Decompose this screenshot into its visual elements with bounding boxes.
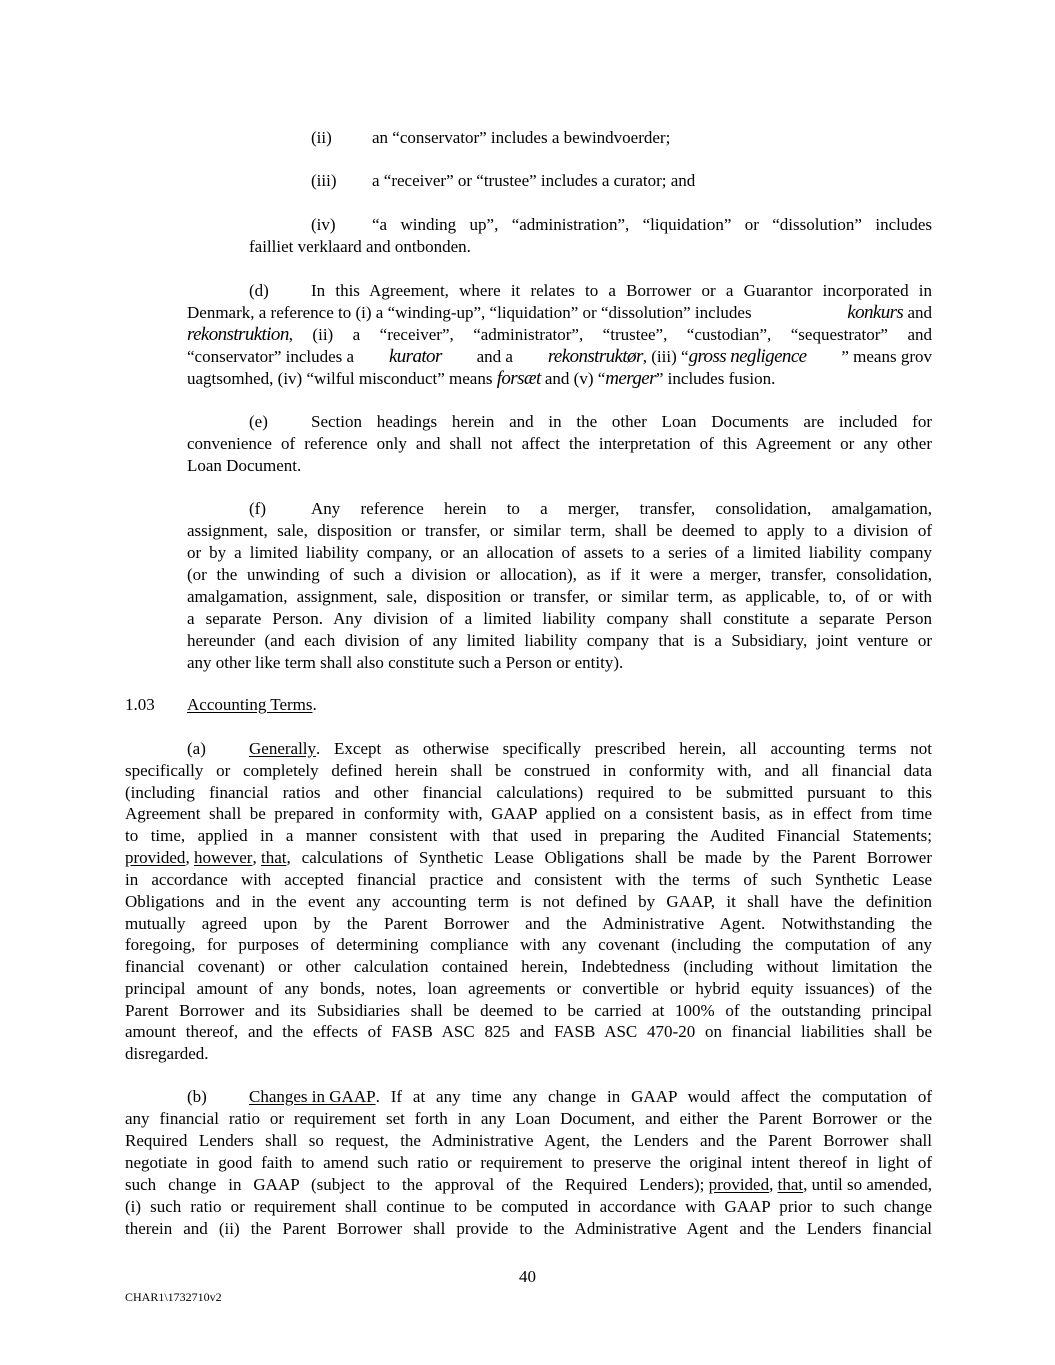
paragraph-a-line: financial covenant) or other calculation contained herein, Indebtedness (including without limitation the: [125, 957, 932, 976]
paragraph-a-comma: ,: [185, 848, 194, 867]
section-heading: [187, 694, 317, 716]
paragraph-b-number: (b): [187, 1087, 207, 1106]
defined-term-merger: merger: [605, 368, 656, 389]
sub-item-iii-text: a “receiver” or “trustee” includes a curator; and: [372, 171, 696, 190]
foreign-term-rekonstruktion: rekonstruktion: [187, 324, 289, 345]
paragraph-d-text: , (iii) “: [642, 347, 689, 366]
paragraph-b-text: . If at any time any change in GAAP would affect the computation of: [375, 1087, 932, 1106]
paragraph-b-line: any financial ratio or requirement set forth in any Loan Document, and either the Parent Borrower or the: [125, 1109, 932, 1128]
paragraph-a-text: . Except as otherwise specifically prescribed herein, all accounting terms not: [316, 739, 932, 758]
paragraph-b-line: negotiate in good faith to amend such ratio or requirement to preserve the original intent thereof in light of: [125, 1153, 932, 1172]
foreign-term-kurator: kurator: [388, 346, 442, 367]
paragraph-b-text: , until so amended,: [803, 1175, 932, 1194]
paragraph-a-line: Obligations and in the event any accounting term is not defined by GAAP, it shall have the definition: [125, 892, 932, 911]
paragraph-b-comma: ,: [769, 1175, 778, 1194]
paragraph-a-text: , calculations of Synthetic Lease Obligations shall be made by the Parent Borrower: [286, 848, 932, 867]
paragraph-a-line: [249, 738, 932, 760]
paragraph-f-line: (or the unwinding of such a division or allocation), as if it were a merger, transfer, consolidation,: [187, 565, 932, 584]
paragraph-f-line: Any reference herein to a merger, transfer, consolidation, amalgamation,: [311, 499, 932, 518]
sub-item-iv-line: failliet verklaard and ontbonden.: [249, 237, 471, 256]
paragraph-b-line: (i) such ratio or requirement shall continue to be computed in accordance with GAAP prior to such change: [125, 1197, 932, 1216]
paragraph-a-line: (including financial ratios and other financial calculations) required to be submitted pursuant to this: [125, 783, 932, 802]
paragraph-d-line: [187, 324, 932, 346]
sub-item-ii-number: (ii): [311, 128, 332, 147]
paragraph-e-line: Loan Document.: [187, 456, 302, 475]
paragraph-a-heading: Generally: [249, 739, 317, 758]
foreign-term-konkurs: konkurs: [847, 302, 904, 323]
paragraph-a-line: amount thereof, and the effects of FASB ASC 825 and FASB ASC 470-20 on financial liabilities shall be: [125, 1022, 932, 1041]
paragraph-d-text: Denmark, a reference to (i) a “winding-up”, “liquidation” or “dissolution” includes: [187, 303, 752, 322]
foreign-term-forsaet: forsæt: [496, 368, 541, 389]
paragraph-d-number: (d): [249, 281, 269, 300]
however-term: however: [193, 848, 253, 867]
sub-item-iii-number: (iii): [311, 171, 337, 190]
paragraph-d-line: [187, 346, 932, 368]
paragraph-d-line: [187, 302, 932, 324]
section-number: 1.03: [125, 695, 155, 714]
paragraph-a-line: in accordance with accepted financial practice and consistent with the terms of such Synthetic Lease: [125, 870, 932, 889]
paragraph-d-line: In this Agreement, where it relates to a Borrower or a Guarantor incorporated in: [311, 281, 932, 300]
paragraph-a-line: [125, 847, 932, 869]
defined-term-gross-negligence: gross negligence: [688, 346, 807, 367]
sub-item-iv-line: “a winding up”, “administration”, “liquidation” or “dissolution” includes: [372, 215, 932, 234]
paragraph-d-text: and: [907, 303, 932, 322]
paragraph-f-line: hereunder (and each division of any limited liability company that is a Subsidiary, joint venture or: [187, 631, 932, 650]
paragraph-e-line: convenience of reference only and shall not affect the interpretation of this Agreement or any other: [187, 434, 932, 453]
paragraph-d-text: and (v) “: [540, 369, 606, 388]
paragraph-a-line: Agreement shall be prepared in conformity with, GAAP applied on a consistent basis, as in effect from time: [125, 804, 932, 823]
section-title: Accounting Terms: [187, 695, 313, 714]
paragraph-a-comma: ,: [252, 848, 261, 867]
paragraph-a-line: foregoing, for purposes of determining compliance with any covenant (including the computation of any: [125, 935, 932, 954]
paragraph-b-line: [125, 1174, 932, 1196]
paragraph-d-text: ” includes fusion.: [655, 369, 776, 388]
paragraph-a-line: to time, applied in a manner consistent with that used in preparing the Audited Financial Statements;: [125, 826, 932, 845]
paragraph-d-text: and a: [476, 347, 513, 366]
paragraph-d-line: [187, 368, 775, 390]
paragraph-a-line: principal amount of any bonds, notes, loan agreements or convertible or hybrid equity issuances) of the: [125, 979, 932, 998]
sub-item-iv-number: (iv): [311, 215, 336, 234]
paragraph-a-line: mutually agreed upon by the Parent Borrower and the Administrative Agent. Notwithstanding the: [125, 914, 932, 933]
paragraph-f-line: any other like term shall also constitute such a Person or entity).: [187, 653, 624, 672]
paragraph-d-text: uagtsomhed, (iv) “wilful misconduct” means: [187, 369, 493, 388]
paragraph-f-line: a separate Person. Any division of a limited liability company shall constitute a separate Person: [187, 609, 932, 628]
section-title-period: .: [312, 695, 317, 714]
foreign-term-rekonstruktor: rekonstruktør: [547, 346, 643, 367]
paragraph-b-line: [249, 1086, 932, 1108]
paragraph-b-text: such change in GAAP (subject to the approval of the Required Lenders);: [125, 1175, 709, 1194]
page-number: 40: [519, 1267, 536, 1286]
paragraph-d-text: “conservator” includes a: [187, 347, 355, 366]
paragraph-f-line: amalgamation, assignment, sale, disposition or transfer, or similar term, as applicable, to, of or with: [187, 587, 932, 606]
paragraph-b-line: therein and (ii) the Parent Borrower shall provide to the Administrative Agent and the Lenders financial: [125, 1219, 932, 1238]
paragraph-d-text: ” means grov: [841, 347, 932, 366]
paragraph-b-heading: Changes in GAAP: [249, 1087, 376, 1106]
sub-item-ii-text: an “conservator” includes a bewindvoerder;: [372, 128, 671, 147]
paragraph-f-number: (f): [249, 499, 266, 518]
document-id: CHAR1\1732710v2: [125, 1290, 222, 1304]
paragraph-e-number: (e): [249, 412, 268, 431]
paragraph-b-line: Required Lenders shall so request, the Administrative Agent, the Lenders and the Parent Borrower shall: [125, 1131, 932, 1150]
paragraph-e-line: Section headings herein and in the other Loan Documents are included for: [311, 412, 932, 431]
that-term: that: [777, 1175, 804, 1194]
paragraph-f-line: or by a limited liability company, or an allocation of assets to a series of a limited liability company: [187, 543, 932, 562]
that-term: that: [260, 848, 287, 867]
paragraph-a-line: specifically or completely defined herein shall be construed in conformity with, and all financial data: [125, 761, 932, 780]
paragraph-d-text: , (ii) a “receiver”, “administrator”, “trustee”, “custodian”, “sequestrator” and: [288, 325, 932, 344]
paragraph-a-line: Parent Borrower and its Subsidiaries shall be deemed to be carried at 100% of the outstanding principal: [125, 1001, 932, 1020]
provided-term: provided: [708, 1175, 770, 1194]
paragraph-a-line: disregarded.: [125, 1044, 209, 1063]
paragraph-a-number: (a): [187, 739, 206, 758]
provided-term: provided: [125, 848, 186, 867]
paragraph-f-line: assignment, sale, disposition or transfer, or similar term, shall be deemed to apply to a division of: [187, 521, 932, 540]
